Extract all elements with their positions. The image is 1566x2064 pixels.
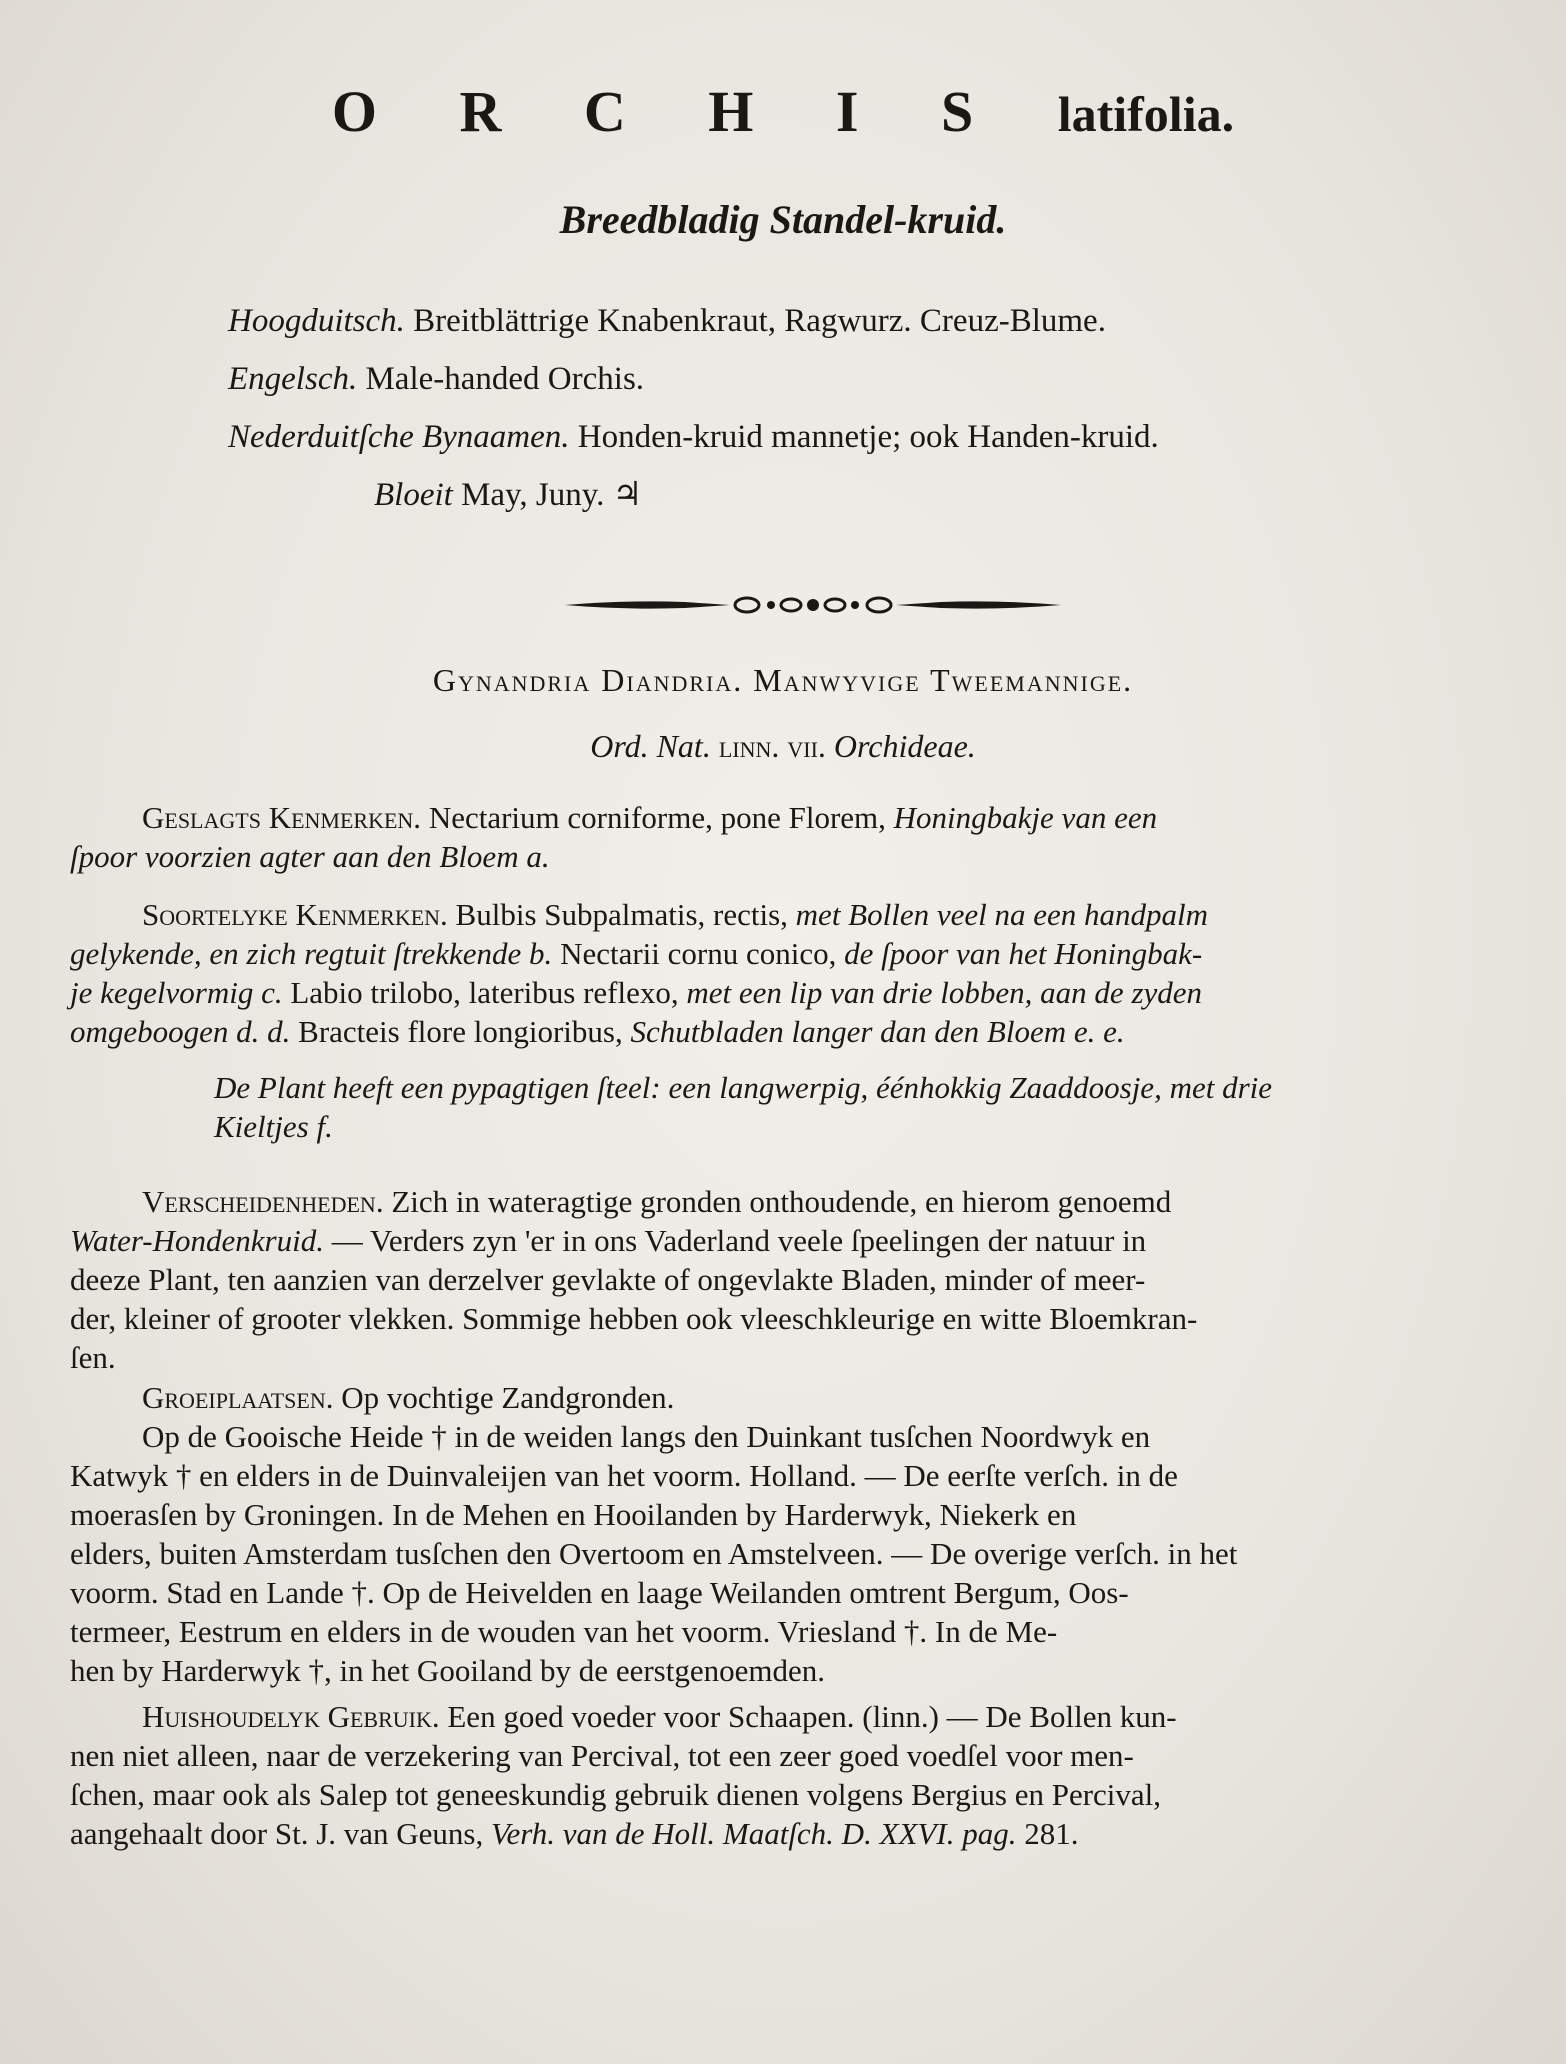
ornament-divider xyxy=(565,590,1061,620)
name-row-bloeit xyxy=(374,466,1159,524)
name-row-nederduitsche xyxy=(228,408,1159,466)
name-row-engelsch xyxy=(228,350,1159,408)
section-verscheidenheden xyxy=(70,1182,1490,1377)
text-line: Op de Gooische Heide † in de weiden langs den Duinkant tusſchen Noordwyk en xyxy=(142,1419,1151,1454)
section-heading: Geslagts Kenmerken. xyxy=(142,800,422,835)
text-span: Nectarium corniforme, pone Florem, xyxy=(428,800,886,835)
text-span: aangehaalt door St. J. van Geuns, xyxy=(70,1816,484,1851)
text-span: 281. xyxy=(1024,1816,1079,1851)
text-line: moerasſen by Groningen. In de Mehen en Hooilanden by Harderwyk, Niekerk en xyxy=(70,1497,1077,1532)
text-line: hen by Harderwyk †, in het Gooiland by de eerstgenoemden. xyxy=(70,1653,825,1688)
text-span: omgeboogen d. d. xyxy=(70,1014,291,1049)
vernacular-names xyxy=(228,292,1159,524)
text-span: Labio trilobo, lateribus reflexo, xyxy=(290,975,679,1010)
text-line xyxy=(70,798,1490,837)
text-span: Zich in wateragtige gronden onthoudende, en hierom genoemd xyxy=(391,1184,1172,1219)
text-span: Op vochtige Zandgronden. xyxy=(341,1380,675,1415)
name-row-hoogduitsch xyxy=(228,292,1159,350)
page-title xyxy=(0,78,1566,145)
name-value: Honden-kruid mannetje; ook Handen-kruid. xyxy=(577,419,1159,455)
text-span: Bracteis flore longioribus, xyxy=(298,1014,623,1049)
dutch-common-name: Breedbladig Standel-kruid. xyxy=(559,197,1007,242)
text-line xyxy=(70,895,1490,934)
text-line xyxy=(70,973,1490,1012)
text-span: Een goed voeder voor Schaapen. (linn.) — De Bollen kun- xyxy=(447,1699,1177,1734)
section-groeiplaatsen xyxy=(70,1378,1490,1690)
natural-order xyxy=(0,728,1566,765)
section-heading: Groeiplaatsen. xyxy=(142,1380,334,1415)
ord-label: Ord. Nat. xyxy=(590,728,711,764)
section-soortelyke-kenmerken xyxy=(70,895,1490,1051)
name-value: Male-handed Orchis. xyxy=(365,361,645,397)
text-line: ſpoor voorzien agter aan den Bloem a. xyxy=(70,839,550,874)
ord-linn: linn. vii. xyxy=(718,728,826,764)
text-span: Schutbladen langer dan den Bloem e. e. xyxy=(630,1014,1125,1049)
section-heading: Verscheidenheden. xyxy=(142,1184,384,1219)
text-span: met een lip van drie lobben, aan de zyden xyxy=(686,975,1203,1010)
text-line xyxy=(70,1221,1490,1260)
text-line xyxy=(70,1378,1490,1417)
ord-family: Orchideae. xyxy=(833,728,976,764)
text-span: Bulbis Subpalmatis, rectis, xyxy=(455,897,788,932)
text-span: de ſpoor van het Honingbak- xyxy=(844,936,1203,971)
section-heading: Huishoudelyk Gebruik. xyxy=(142,1699,440,1734)
text-line: nen niet alleen, naar de verzekering van Percival, tot een zeer goed voedſel voor men- xyxy=(70,1738,1134,1773)
text-line: der, kleiner of grooter vlekken. Sommige hebben ook vleeschkleurige en witte Bloemkran- xyxy=(70,1301,1198,1336)
text-line xyxy=(70,1697,1490,1736)
text-line xyxy=(70,934,1490,973)
text-line: ſchen, maar ook als Salep tot geneeskundig gebruik dienen volgens Bergius en Percival, xyxy=(70,1777,1162,1812)
section-geslagts-kenmerken xyxy=(70,798,1490,876)
genus-name: O R C H I S xyxy=(331,79,1008,144)
name-label: Bloeit xyxy=(374,477,453,513)
text-line: voorm. Stad en Lande †. Op de Heivelden en laage Weilanden omtrent Bergum, Oos- xyxy=(70,1575,1129,1610)
text-span: met Bollen veel na een handpalm xyxy=(795,897,1209,932)
text-span: Honingbakje van een xyxy=(893,800,1158,835)
name-value: May, Juny. ♃ xyxy=(461,477,643,513)
name-label: Engelsch. xyxy=(228,361,358,397)
text-line: Kieltjes f. xyxy=(214,1109,333,1144)
text-span: Water-Hondenkruid. xyxy=(70,1223,324,1258)
text-line: deeze Plant, ten aanzien van derzelver gevlakte of ongevlakte Bladen, minder of meer- xyxy=(70,1262,1146,1297)
name-label: Hoogduitsch. xyxy=(228,303,405,339)
text-line: elders, buiten Amsterdam tusſchen den Overtoom en Amstelveen. — De overige verſch. in het xyxy=(70,1536,1238,1571)
text-span: Verh. van de Holl. Maatſch. D. XXVI. pag. xyxy=(490,1816,1017,1851)
text-line xyxy=(70,1814,1490,1853)
text-line: Katwyk † en elders in de Duinvaleijen van het voorm. Holland. — De eerſte verſch. in de xyxy=(70,1458,1178,1493)
text-span: gelykende, en zich regtuit ſtrekkende b. xyxy=(70,936,553,971)
species-name: latifolia. xyxy=(1057,86,1235,142)
text-line xyxy=(70,1182,1490,1221)
text-line xyxy=(70,1012,1490,1051)
section-plant-description xyxy=(214,1068,1490,1146)
name-value: Breitblättrige Knabenkraut, Ragwurz. Creuz-Blume. xyxy=(413,303,1106,339)
text-line: De Plant heeft een pypagtigen ſteel: een langwerpig, éénhokkig Zaaddoosje, met drie xyxy=(214,1070,1273,1105)
section-heading: Soortelyke Kenmerken. xyxy=(142,897,448,932)
text-span: je kegelvormig c. xyxy=(70,975,283,1010)
text-span: Nectarii cornu conico, xyxy=(560,936,837,971)
name-label: Nederduitſche Bynaamen. xyxy=(228,419,570,455)
section-huishoudelyk-gebruik xyxy=(70,1697,1490,1853)
linnaean-class: Gynandria Diandria. Manwyvige Tweemannige. xyxy=(432,662,1134,698)
text-span: — Verders zyn 'er in ons Vaderland veele ſpeelingen der natuur in xyxy=(331,1223,1147,1258)
text-line: termeer, Eestrum en elders in de wouden van het voorm. Vriesland †. In de Me- xyxy=(70,1614,1058,1649)
text-line: ſen. xyxy=(70,1340,116,1375)
